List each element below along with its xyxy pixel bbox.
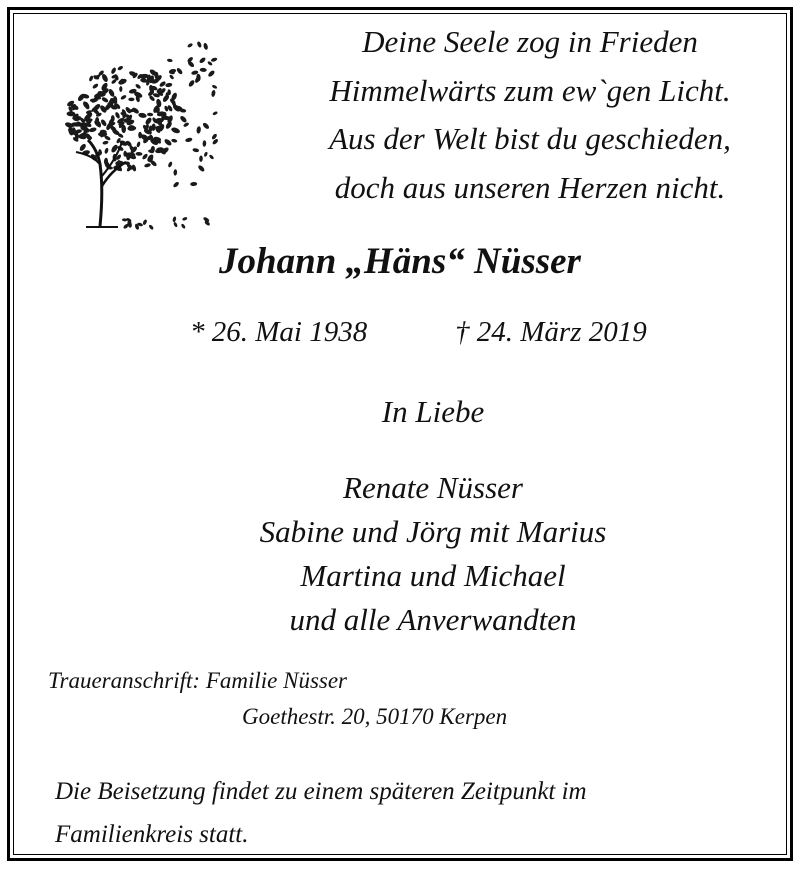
deceased-name: Johann „Häns“ Nüsser: [219, 241, 581, 282]
poem-line: Aus der Welt bist du geschieden,: [329, 121, 731, 156]
mourner: Renate Nüsser: [343, 470, 523, 505]
windblown-tree-icon: [56, 36, 226, 232]
burial-line: Die Beisetzung findet zu einem späteren Zeitpunkt im: [55, 778, 587, 805]
birth-date: * 26. Mai 1938: [190, 316, 368, 348]
poem-line: Deine Seele zog in Frieden: [362, 24, 698, 59]
in-love-heading: In Liebe: [381, 394, 485, 429]
mourner: und alle Anverwandten: [289, 602, 577, 637]
death-date: † 24. März 2019: [455, 316, 647, 348]
poem: [285, 18, 775, 212]
burial-line: Familienkreis statt.: [55, 821, 249, 848]
mourning-address-line1: Traueranschrift: Familie Nüsser: [48, 668, 348, 693]
poem-line: doch aus unseren Herzen nicht.: [334, 169, 726, 205]
mourning-address-line2: Goethestr. 20, 50170 Kerpen: [242, 704, 508, 729]
poem-line: Himmelwärts zum ew`gen Licht.: [329, 72, 731, 108]
mourner: Martina und Michael: [300, 558, 566, 593]
burial-note: [55, 770, 775, 856]
mourners-list: [0, 466, 800, 642]
mourner: Sabine und Jörg mit Marius: [259, 514, 607, 549]
